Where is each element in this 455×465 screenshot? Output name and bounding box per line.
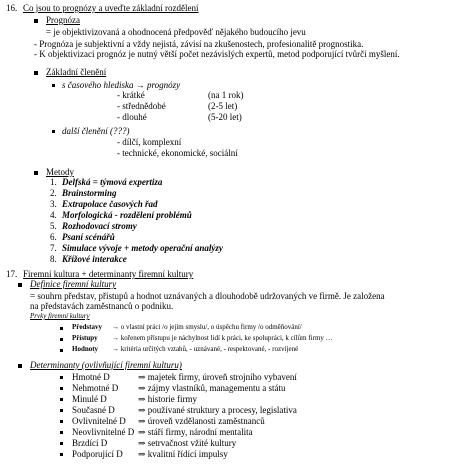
prognoza-line-1: = je objektivizovaná a ohodnocená předpověď nějakého budoucího jevu [46, 27, 306, 37]
determinanta-text: ⇒ historie firmy [138, 394, 198, 404]
bullet-icon [60, 431, 63, 434]
determinanta-name: Brzdící D [72, 438, 108, 448]
bullet-icon [60, 349, 63, 352]
metoda-text: Rozhodovací stromy [62, 221, 137, 231]
prognoza-heading: Prognóza [46, 15, 80, 25]
bullet-icon [60, 338, 63, 341]
metoda-text: Křížové interakce [62, 254, 127, 264]
q16-number: 16. [6, 3, 18, 13]
zakladni-bullet: s časového hlediska → prognózy [62, 80, 181, 90]
metoda-text: Morfologická - rozdělení problémů [62, 210, 192, 220]
metody-heading: Metody [46, 167, 74, 177]
determinanta-name: Minulé D [72, 394, 107, 404]
item-range: (2-5 let) [208, 101, 238, 111]
determinanta-text: ⇒ stáří firmy, národní mentalita [138, 427, 253, 437]
item-name: - střednědobé [117, 101, 166, 111]
q17-title: Firemní kultura + determinanty firemní kultury [23, 269, 194, 279]
bullet-icon [60, 453, 63, 456]
prvky-heading: Prvky firemní kultury [30, 312, 90, 320]
metoda-number: 1. [50, 177, 57, 187]
determinanta-name: Hmotné D [72, 372, 110, 382]
prognoza-line-2: - Prognóza je subjektivní a vždy nejistá, závisí na zkušenostech, profesionalitě prognostika. [34, 39, 364, 49]
bullet-square-icon [34, 71, 38, 75]
determinanta-name: Nehmotné D [72, 383, 119, 393]
prvek-text: → kořenem přístupu je náchylnost lidí k práci, ke spolupráci, k cílům firmy … [112, 334, 333, 342]
prognoza-line-3: - K objektivizaci prognóz je nutný větší počet nezávislých expertů, metod podporující tvůrčí myšlení. [34, 49, 400, 59]
determinanta-name: Neovlivnitelné D [72, 427, 135, 437]
bullet-icon [52, 84, 55, 87]
determinanta-name: Současné D [72, 405, 115, 415]
determinanta-text: ⇒ kvalitní řídící impulsy [138, 449, 228, 459]
metoda-number: 2. [50, 188, 57, 198]
bullet-square-icon [18, 283, 22, 287]
determinanta-name: Podporující D [72, 449, 123, 459]
bullet-icon [60, 376, 63, 379]
zakladni-bullet-2: další členění (???) [62, 126, 130, 136]
item-name: - krátké [117, 90, 145, 100]
metoda-text: Brainstorming [62, 188, 117, 198]
determinanta-name: Ovlivnitelné D [72, 416, 126, 426]
determinanta-text: ⇒ majetek firmy, úroveň strojního vybavení [138, 372, 297, 382]
metoda-text: Delfská = týmová expertiza [62, 177, 163, 187]
determinanta-text: ⇒ zájmy vlastníků, managementu a státu [138, 383, 286, 393]
bullet-icon [60, 327, 63, 330]
item-name: - dlouhé [117, 112, 147, 122]
prvek-text: → kritéria určitých vztahů, - uznávané, - respektované, - rozvíjené [112, 345, 299, 353]
determinanty-heading: Determinanty (ovlivňující firemní kulturu) [30, 360, 182, 370]
item-line: - dílčí, komplexní [117, 137, 182, 147]
item-range: (na 1 rok) [208, 90, 244, 100]
bullet-icon [60, 409, 63, 412]
metoda-number: 7. [50, 243, 57, 253]
bullet-square-icon [34, 171, 38, 175]
bullet-icon [60, 398, 63, 401]
prvek-text: → o vlastní práci /o jejím smyslu/, o úspěchu firmy /o odměňování/ [112, 323, 302, 331]
bullet-icon [60, 387, 63, 390]
definice-line-1: = souhrn představ, přístupů a hodnot uznávaných a dlouhodobě udržovaných ve firmě. Je založena [30, 291, 385, 301]
prvek-name: Představy [72, 323, 102, 331]
determinanta-text: ⇒ setrvačnost vžité kultury [138, 438, 237, 448]
metoda-number: 5. [50, 221, 57, 231]
q17-number: 17. [6, 269, 18, 279]
metoda-number: 3. [50, 199, 57, 209]
item-range: (5-20 let) [208, 112, 242, 122]
q16-title: Co jsou to prognózy a uveďte základní rozdělení [23, 3, 199, 13]
metoda-text: Psaní scénářů [62, 232, 115, 242]
zakladni-heading: Základní členění [46, 67, 107, 77]
prvek-name: Přístupy [72, 334, 98, 342]
metoda-number: 4. [50, 210, 57, 220]
bullet-icon [52, 130, 55, 133]
bullet-square-icon [34, 19, 38, 23]
determinanta-text: ⇒ úroveň vzdělanosti zaměstnanců [138, 416, 265, 426]
item-line: - technické, ekonomické, sociální [117, 148, 238, 158]
metoda-text: Simulace vývoje + metody operační analýzy [62, 243, 223, 253]
prvek-name: Hodnoty [72, 345, 99, 353]
bullet-icon [60, 442, 63, 445]
determinanta-text: ⇒ používané struktury a procesy, legislativa [138, 405, 297, 415]
bullet-icon [60, 420, 63, 423]
metoda-number: 6. [50, 232, 57, 242]
definice-line-2: na představách zaměstnanců o podniku. [30, 301, 174, 311]
definice-heading: Definice firemní kultury [30, 279, 117, 289]
bullet-square-icon [18, 364, 22, 368]
metoda-text: Extrapolace časových řad [62, 199, 158, 209]
metoda-number: 8. [50, 254, 57, 264]
